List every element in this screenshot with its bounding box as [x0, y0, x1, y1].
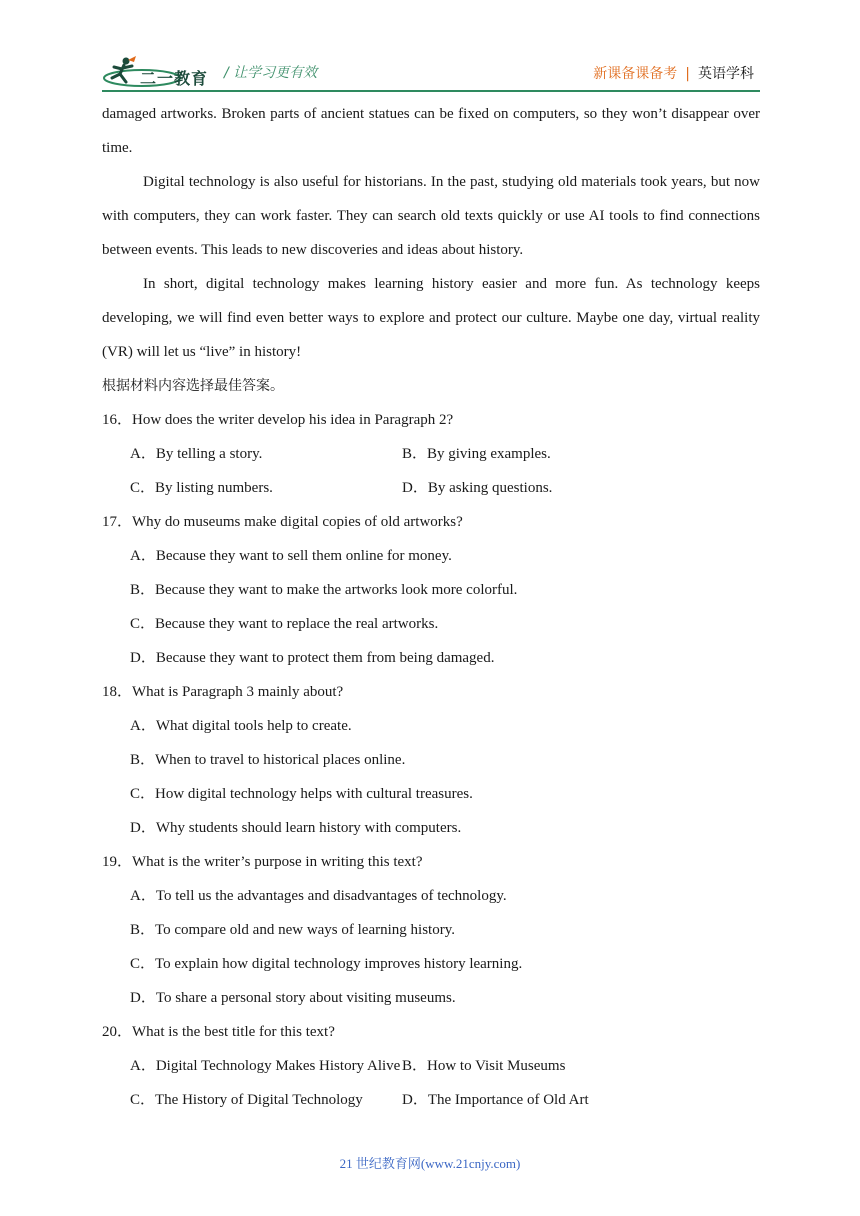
option: B．How to Visit Museums	[402, 1058, 566, 1074]
question-stem: 19．What is the writer’s purpose in writing this text?	[102, 854, 423, 870]
logo	[102, 56, 212, 88]
question-stem: 20．What is the best title for this text?	[102, 1024, 335, 1040]
header-separator: |	[685, 66, 690, 82]
option: C．The History of Digital Technology	[130, 1092, 363, 1108]
question-stem: 17．Why do museums make digital copies of old artworks?	[102, 514, 463, 530]
option: C．By listing numbers.	[130, 480, 273, 496]
header-divider	[102, 90, 760, 92]
instruction: 根据材料内容选择最佳答案。	[102, 378, 284, 394]
option: A．Digital Technology Makes History Alive	[130, 1058, 401, 1074]
page-footer: 21 世纪教育网(www.21cnjy.com)	[339, 1156, 521, 1171]
option: A．By telling a story.	[130, 446, 263, 462]
passage-paragraph: damaged artworks. Broken parts of ancient statues can be fixed on computers, so they won’t disappear over time.	[102, 106, 760, 156]
option: D．Because they want to protect them from being damaged.	[130, 650, 495, 666]
option: A．What digital tools help to create.	[130, 718, 352, 734]
option: D．The Importance of Old Art	[402, 1092, 589, 1108]
option: D．To share a personal story about visiting museums.	[130, 990, 456, 1006]
option: B．When to travel to historical places online.	[130, 752, 406, 768]
option: B．To compare old and new ways of learning history.	[130, 922, 455, 938]
option: C．Because they want to replace the real artworks.	[130, 616, 439, 632]
subject-line-2: 英语学科	[698, 66, 754, 82]
option: A．To tell us the advantages and disadvantages of technology.	[130, 888, 507, 904]
page-header	[102, 54, 760, 90]
option-row	[102, 1083, 760, 1117]
option: B．Because they want to make the artworks look more colorful.	[130, 582, 518, 598]
option: C．To explain how digital technology improves history learning.	[130, 956, 523, 972]
subject-line-1: 新课备课备考	[593, 66, 678, 82]
passage-paragraph: Digital technology is also useful for historians. In the past, studying old materials took years, but now with computers, they can work faster. They can search old texts quickly or use AI tools to find connections between events. This leads to new discoveries and ideas about history.	[102, 174, 760, 258]
option: C．How digital technology helps with cultural treasures.	[130, 786, 473, 802]
logo-text: 二一教育	[140, 69, 209, 88]
option: B．By giving examples.	[402, 446, 551, 462]
option-row	[102, 471, 760, 505]
option-row	[102, 437, 760, 471]
passage-paragraph: In short, digital technology makes learning history easier and more fun. As technology keeps developing, we will find even better ways to explore and protect our culture. Maybe one day, virtual reality (VR) will let us “live” in history!	[102, 276, 760, 360]
option: A．Because they want to sell them online for money.	[130, 548, 452, 564]
slogan: / 让学习更有效	[224, 65, 318, 81]
subject-label	[593, 63, 754, 83]
option: D．By asking questions.	[402, 480, 553, 496]
question-stem: 18．What is Paragraph 3 mainly about?	[102, 684, 344, 700]
option: D．Why students should learn history with computers.	[130, 820, 462, 836]
document-body	[102, 97, 760, 1117]
option-row	[102, 1049, 760, 1083]
question-stem: 16．How does the writer develop his idea in Paragraph 2?	[102, 412, 454, 428]
